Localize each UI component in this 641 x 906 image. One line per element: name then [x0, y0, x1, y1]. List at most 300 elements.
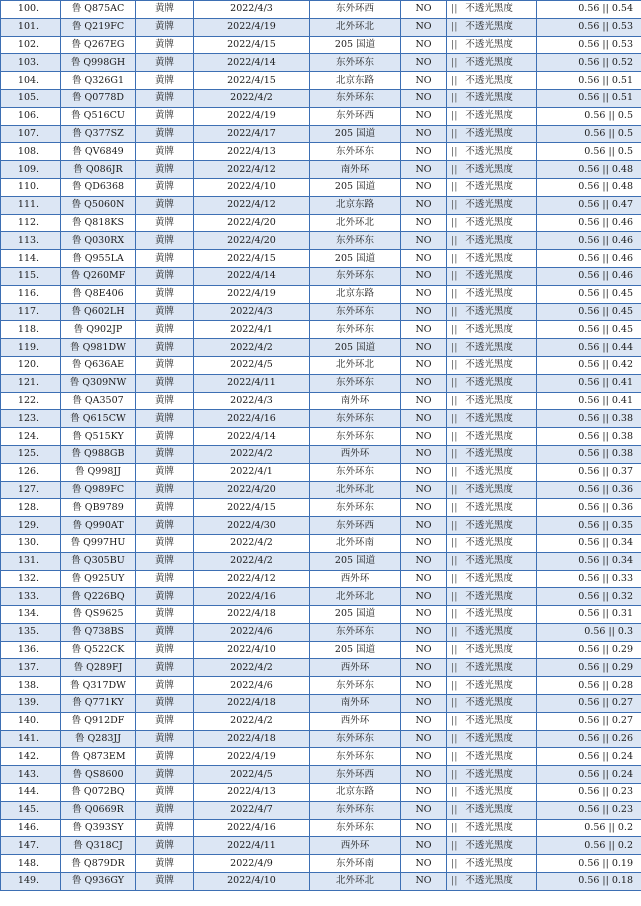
cell-date: 2022/4/19 [194, 285, 310, 303]
cell-road: 东外环东 [310, 730, 401, 748]
cell-ratio: 0.56 || 0.42 [537, 356, 641, 374]
table-row [1, 623, 641, 641]
table-row [1, 250, 641, 268]
table-row [1, 232, 641, 250]
table-row [1, 819, 641, 837]
cell-result: NO [401, 303, 447, 321]
cell-result: NO [401, 481, 447, 499]
cell-date: 2022/4/20 [194, 214, 310, 232]
cell-row-number: 127. [1, 481, 61, 499]
cell-road: 205 国道 [310, 339, 401, 357]
cell-plate-number: 鲁 Q955LA [61, 250, 136, 268]
cell-result: NO [401, 606, 447, 624]
table-row [1, 695, 641, 713]
column-separator: || [451, 163, 458, 175]
cell-row-number: 136. [1, 641, 61, 659]
cell-plate-number: 鲁 Q738BS [61, 623, 136, 641]
cell-plate-number: 鲁 Q875AC [61, 1, 136, 19]
cell-result: NO [401, 517, 447, 535]
column-separator: || [451, 145, 458, 157]
cell-row-number: 105. [1, 89, 61, 107]
cell-road: 北外环北 [310, 481, 401, 499]
cell-result: NO [401, 267, 447, 285]
cell-road: 东外环西 [310, 1, 401, 19]
cell-result: NO [401, 18, 447, 36]
cell-plate-color: 黄牌 [136, 819, 194, 837]
cell-ratio: 0.56 || 0.5 [537, 143, 641, 161]
cell-row-number: 119. [1, 339, 61, 357]
cell-ratio: 0.56 || 0.28 [537, 677, 641, 695]
column-separator: || [451, 644, 458, 656]
column-separator: || [451, 715, 458, 727]
cell-plate-color: 黄牌 [136, 232, 194, 250]
table-row [1, 481, 641, 499]
cell-test-item [447, 695, 537, 713]
table-row [1, 143, 641, 161]
table-row [1, 428, 641, 446]
cell-row-number: 109. [1, 161, 61, 179]
test-item-label: 不透光黑度 [465, 38, 513, 50]
test-item-label: 不透光黑度 [465, 21, 513, 33]
cell-row-number: 113. [1, 232, 61, 250]
cell-row-number: 129. [1, 517, 61, 535]
cell-row-number: 144. [1, 784, 61, 802]
cell-plate-color: 黄牌 [136, 303, 194, 321]
test-item-label: 不透光黑度 [465, 590, 513, 602]
test-item-label: 不透光黑度 [465, 74, 513, 86]
cell-result: NO [401, 178, 447, 196]
cell-result: NO [401, 250, 447, 268]
cell-date: 2022/4/20 [194, 232, 310, 250]
cell-test-item [447, 855, 537, 873]
column-separator: || [451, 56, 458, 68]
cell-result: NO [401, 356, 447, 374]
cell-row-number: 117. [1, 303, 61, 321]
cell-plate-number: 鲁 Q902JP [61, 321, 136, 339]
cell-test-item [447, 89, 537, 107]
cell-result: NO [401, 837, 447, 855]
column-separator: || [451, 21, 458, 33]
column-separator: || [451, 359, 458, 371]
cell-plate-number: 鲁 Q226BQ [61, 588, 136, 606]
cell-plate-color: 黄牌 [136, 196, 194, 214]
cell-ratio: 0.56 || 0.38 [537, 445, 641, 463]
cell-ratio: 0.56 || 0.36 [537, 499, 641, 517]
cell-row-number: 108. [1, 143, 61, 161]
cell-row-number: 104. [1, 72, 61, 90]
cell-plate-number: 鲁 Q393SY [61, 819, 136, 837]
cell-date: 2022/4/2 [194, 712, 310, 730]
cell-test-item [447, 125, 537, 143]
cell-date: 2022/4/11 [194, 837, 310, 855]
column-separator: || [451, 412, 458, 424]
cell-road: 南外环 [310, 695, 401, 713]
cell-plate-number: 鲁 Q990AT [61, 517, 136, 535]
cell-row-number: 102. [1, 36, 61, 54]
column-separator: || [451, 483, 458, 495]
cell-plate-color: 黄牌 [136, 18, 194, 36]
cell-result: NO [401, 463, 447, 481]
cell-road: 南外环 [310, 161, 401, 179]
cell-date: 2022/4/16 [194, 588, 310, 606]
cell-result: NO [401, 801, 447, 819]
cell-row-number: 122. [1, 392, 61, 410]
cell-date: 2022/4/9 [194, 855, 310, 873]
cell-test-item [447, 285, 537, 303]
column-separator: || [451, 733, 458, 745]
cell-date: 2022/4/2 [194, 445, 310, 463]
cell-result: NO [401, 214, 447, 232]
cell-test-item [447, 552, 537, 570]
cell-road: 北京东路 [310, 196, 401, 214]
cell-result: NO [401, 570, 447, 588]
cell-plate-color: 黄牌 [136, 178, 194, 196]
cell-plate-number: 鲁 Q318CJ [61, 837, 136, 855]
cell-ratio: 0.56 || 0.38 [537, 428, 641, 446]
cell-row-number: 120. [1, 356, 61, 374]
test-item-label: 不透光黑度 [465, 750, 513, 762]
test-item-label: 不透光黑度 [465, 875, 513, 887]
cell-ratio: 0.56 || 0.34 [537, 534, 641, 552]
column-separator: || [451, 234, 458, 246]
cell-plate-color: 黄牌 [136, 659, 194, 677]
test-item-label: 不透光黑度 [465, 537, 513, 549]
cell-plate-color: 黄牌 [136, 428, 194, 446]
cell-road: 205 国道 [310, 125, 401, 143]
cell-row-number: 130. [1, 534, 61, 552]
table-row [1, 1, 641, 19]
cell-test-item [447, 303, 537, 321]
cell-ratio: 0.56 || 0.46 [537, 232, 641, 250]
cell-test-item [447, 499, 537, 517]
table-row [1, 107, 641, 125]
cell-test-item [447, 196, 537, 214]
test-item-label: 不透光黑度 [465, 839, 513, 851]
table-row [1, 784, 641, 802]
cell-test-item [447, 784, 537, 802]
cell-test-item [447, 641, 537, 659]
test-item-label: 不透光黑度 [465, 163, 513, 175]
cell-plate-color: 黄牌 [136, 392, 194, 410]
cell-plate-color: 黄牌 [136, 748, 194, 766]
cell-date: 2022/4/5 [194, 356, 310, 374]
cell-plate-color: 黄牌 [136, 463, 194, 481]
cell-row-number: 125. [1, 445, 61, 463]
cell-plate-color: 黄牌 [136, 72, 194, 90]
cell-result: NO [401, 410, 447, 428]
test-item-label: 不透光黑度 [465, 519, 513, 531]
table-row [1, 214, 641, 232]
cell-road: 西外环 [310, 659, 401, 677]
cell-result: NO [401, 54, 447, 72]
cell-row-number: 111. [1, 196, 61, 214]
column-separator: || [451, 857, 458, 869]
cell-plate-color: 黄牌 [136, 570, 194, 588]
table-row [1, 18, 641, 36]
cell-ratio: 0.56 || 0.29 [537, 659, 641, 677]
cell-plate-color: 黄牌 [136, 125, 194, 143]
cell-ratio: 0.56 || 0.2 [537, 819, 641, 837]
cell-road: 东外环东 [310, 54, 401, 72]
cell-plate-number: 鲁 Q936GY [61, 873, 136, 891]
cell-plate-color: 黄牌 [136, 36, 194, 54]
cell-plate-color: 黄牌 [136, 374, 194, 392]
table-row [1, 54, 641, 72]
cell-plate-color: 黄牌 [136, 641, 194, 659]
cell-date: 2022/4/10 [194, 873, 310, 891]
cell-result: NO [401, 588, 447, 606]
cell-test-item [447, 267, 537, 285]
test-item-label: 不透光黑度 [465, 786, 513, 798]
column-separator: || [451, 288, 458, 300]
cell-row-number: 138. [1, 677, 61, 695]
table-row [1, 837, 641, 855]
cell-ratio: 0.56 || 0.27 [537, 712, 641, 730]
test-item-label: 不透光黑度 [465, 608, 513, 620]
table-row [1, 445, 641, 463]
cell-road: 北外环北 [310, 214, 401, 232]
cell-test-item [447, 873, 537, 891]
column-separator: || [451, 804, 458, 816]
test-item-label: 不透光黑度 [465, 3, 513, 15]
cell-ratio: 0.56 || 0.5 [537, 107, 641, 125]
cell-date: 2022/4/18 [194, 695, 310, 713]
cell-road: 东外环西 [310, 766, 401, 784]
column-separator: || [451, 3, 458, 15]
cell-row-number: 140. [1, 712, 61, 730]
cell-row-number: 145. [1, 801, 61, 819]
cell-result: NO [401, 499, 447, 517]
cell-road: 西外环 [310, 837, 401, 855]
cell-road: 东外环西 [310, 517, 401, 535]
cell-road: 西外环 [310, 445, 401, 463]
test-item-label: 不透光黑度 [465, 323, 513, 335]
table-row [1, 499, 641, 517]
cell-plate-color: 黄牌 [136, 321, 194, 339]
test-item-label: 不透光黑度 [465, 394, 513, 406]
cell-plate-number: 鲁 Q615CW [61, 410, 136, 428]
cell-ratio: 0.56 || 0.32 [537, 588, 641, 606]
cell-test-item [447, 392, 537, 410]
cell-plate-color: 黄牌 [136, 873, 194, 891]
cell-result: NO [401, 712, 447, 730]
cell-date: 2022/4/19 [194, 18, 310, 36]
column-separator: || [451, 323, 458, 335]
test-item-label: 不透光黑度 [465, 733, 513, 745]
cell-plate-number: 鲁 QD6368 [61, 178, 136, 196]
column-separator: || [451, 501, 458, 513]
cell-plate-color: 黄牌 [136, 712, 194, 730]
cell-plate-number: 鲁 QB9789 [61, 499, 136, 517]
table-row [1, 267, 641, 285]
cell-date: 2022/4/13 [194, 784, 310, 802]
cell-plate-color: 黄牌 [136, 606, 194, 624]
cell-ratio: 0.56 || 0.35 [537, 517, 641, 535]
cell-ratio: 0.56 || 0.31 [537, 606, 641, 624]
cell-road: 东外环东 [310, 410, 401, 428]
cell-row-number: 135. [1, 623, 61, 641]
column-separator: || [451, 181, 458, 193]
cell-result: NO [401, 730, 447, 748]
cell-road: 205 国道 [310, 641, 401, 659]
test-item-label: 不透光黑度 [465, 145, 513, 157]
cell-row-number: 139. [1, 695, 61, 713]
cell-row-number: 128. [1, 499, 61, 517]
cell-plate-color: 黄牌 [136, 1, 194, 19]
cell-plate-number: 鲁 Q989FC [61, 481, 136, 499]
column-separator: || [451, 216, 458, 228]
cell-date: 2022/4/10 [194, 178, 310, 196]
cell-date: 2022/4/1 [194, 321, 310, 339]
cell-result: NO [401, 641, 447, 659]
cell-plate-color: 黄牌 [136, 730, 194, 748]
cell-plate-color: 黄牌 [136, 588, 194, 606]
cell-road: 西外环 [310, 570, 401, 588]
cell-date: 2022/4/15 [194, 36, 310, 54]
cell-plate-color: 黄牌 [136, 267, 194, 285]
cell-test-item [447, 588, 537, 606]
cell-plate-number: 鲁 Q522CK [61, 641, 136, 659]
table-row [1, 374, 641, 392]
cell-road: 东外环东 [310, 89, 401, 107]
cell-test-item [447, 161, 537, 179]
cell-result: NO [401, 695, 447, 713]
test-item-label: 不透光黑度 [465, 448, 513, 460]
cell-result: NO [401, 374, 447, 392]
cell-road: 东外环东 [310, 623, 401, 641]
cell-date: 2022/4/15 [194, 250, 310, 268]
cell-plate-number: 鲁 Q072BQ [61, 784, 136, 802]
test-item-label: 不透光黑度 [465, 661, 513, 673]
cell-ratio: 0.56 || 0.18 [537, 873, 641, 891]
cell-date: 2022/4/11 [194, 374, 310, 392]
cell-road: 东外环西 [310, 107, 401, 125]
cell-date: 2022/4/13 [194, 143, 310, 161]
column-separator: || [451, 127, 458, 139]
cell-ratio: 0.56 || 0.34 [537, 552, 641, 570]
cell-road: 东外环南 [310, 855, 401, 873]
cell-row-number: 116. [1, 285, 61, 303]
cell-date: 2022/4/14 [194, 267, 310, 285]
test-item-label: 不透光黑度 [465, 857, 513, 869]
cell-plate-color: 黄牌 [136, 499, 194, 517]
test-item-label: 不透光黑度 [465, 822, 513, 834]
cell-road: 北外环北 [310, 588, 401, 606]
table-row [1, 748, 641, 766]
cell-road: 西外环 [310, 712, 401, 730]
table-row [1, 161, 641, 179]
cell-result: NO [401, 677, 447, 695]
cell-row-number: 100. [1, 1, 61, 19]
cell-result: NO [401, 1, 447, 19]
cell-road: 北京东路 [310, 72, 401, 90]
cell-test-item [447, 481, 537, 499]
cell-test-item [447, 36, 537, 54]
cell-road: 205 国道 [310, 178, 401, 196]
cell-row-number: 137. [1, 659, 61, 677]
cell-result: NO [401, 873, 447, 891]
cell-row-number: 110. [1, 178, 61, 196]
cell-road: 东外环东 [310, 303, 401, 321]
cell-plate-number: 鲁 QV6849 [61, 143, 136, 161]
table-row [1, 196, 641, 214]
cell-road: 东外环东 [310, 232, 401, 250]
cell-plate-color: 黄牌 [136, 54, 194, 72]
cell-ratio: 0.56 || 0.45 [537, 303, 641, 321]
cell-row-number: 149. [1, 873, 61, 891]
test-item-label: 不透光黑度 [465, 555, 513, 567]
test-item-label: 不透光黑度 [465, 466, 513, 478]
cell-plate-number: 鲁 Q998GH [61, 54, 136, 72]
cell-date: 2022/4/16 [194, 410, 310, 428]
cell-plate-color: 黄牌 [136, 143, 194, 161]
cell-plate-number: 鲁 Q873EM [61, 748, 136, 766]
test-item-label: 不透光黑度 [465, 430, 513, 442]
cell-plate-color: 黄牌 [136, 801, 194, 819]
cell-test-item [447, 819, 537, 837]
cell-plate-number: 鲁 Q981DW [61, 339, 136, 357]
cell-test-item [447, 250, 537, 268]
cell-ratio: 0.56 || 0.44 [537, 339, 641, 357]
column-separator: || [451, 430, 458, 442]
table-row [1, 873, 641, 891]
table-row [1, 463, 641, 481]
cell-test-item [447, 712, 537, 730]
cell-road: 北外环北 [310, 18, 401, 36]
cell-road: 东外环东 [310, 748, 401, 766]
cell-plate-color: 黄牌 [136, 534, 194, 552]
cell-plate-number: 鲁 Q515KY [61, 428, 136, 446]
cell-plate-color: 黄牌 [136, 623, 194, 641]
cell-road: 东外环东 [310, 463, 401, 481]
cell-date: 2022/4/30 [194, 517, 310, 535]
cell-row-number: 112. [1, 214, 61, 232]
test-item-label: 不透光黑度 [465, 252, 513, 264]
cell-plate-number: 鲁 Q516CU [61, 107, 136, 125]
column-separator: || [451, 786, 458, 798]
test-item-label: 不透光黑度 [465, 127, 513, 139]
cell-road: 南外环 [310, 392, 401, 410]
test-item-label: 不透光黑度 [465, 572, 513, 584]
cell-row-number: 107. [1, 125, 61, 143]
cell-plate-number: 鲁 Q219FC [61, 18, 136, 36]
cell-plate-color: 黄牌 [136, 107, 194, 125]
table-row [1, 178, 641, 196]
cell-result: NO [401, 285, 447, 303]
cell-result: NO [401, 445, 447, 463]
test-item-label: 不透光黑度 [465, 377, 513, 389]
cell-plate-number: 鲁 Q030RX [61, 232, 136, 250]
cell-plate-color: 黄牌 [136, 481, 194, 499]
cell-test-item [447, 463, 537, 481]
test-item-label: 不透光黑度 [465, 768, 513, 780]
cell-plate-color: 黄牌 [136, 677, 194, 695]
cell-date: 2022/4/20 [194, 481, 310, 499]
column-separator: || [451, 341, 458, 353]
cell-plate-number: 鲁 Q5060N [61, 196, 136, 214]
cell-ratio: 0.56 || 0.41 [537, 392, 641, 410]
cell-plate-number: 鲁 Q086JR [61, 161, 136, 179]
cell-result: NO [401, 392, 447, 410]
table-row [1, 321, 641, 339]
cell-plate-color: 黄牌 [136, 285, 194, 303]
cell-row-number: 126. [1, 463, 61, 481]
column-separator: || [451, 626, 458, 638]
cell-plate-number: 鲁 QA3507 [61, 392, 136, 410]
cell-date: 2022/4/19 [194, 748, 310, 766]
cell-ratio: 0.56 || 0.24 [537, 766, 641, 784]
column-separator: || [451, 377, 458, 389]
